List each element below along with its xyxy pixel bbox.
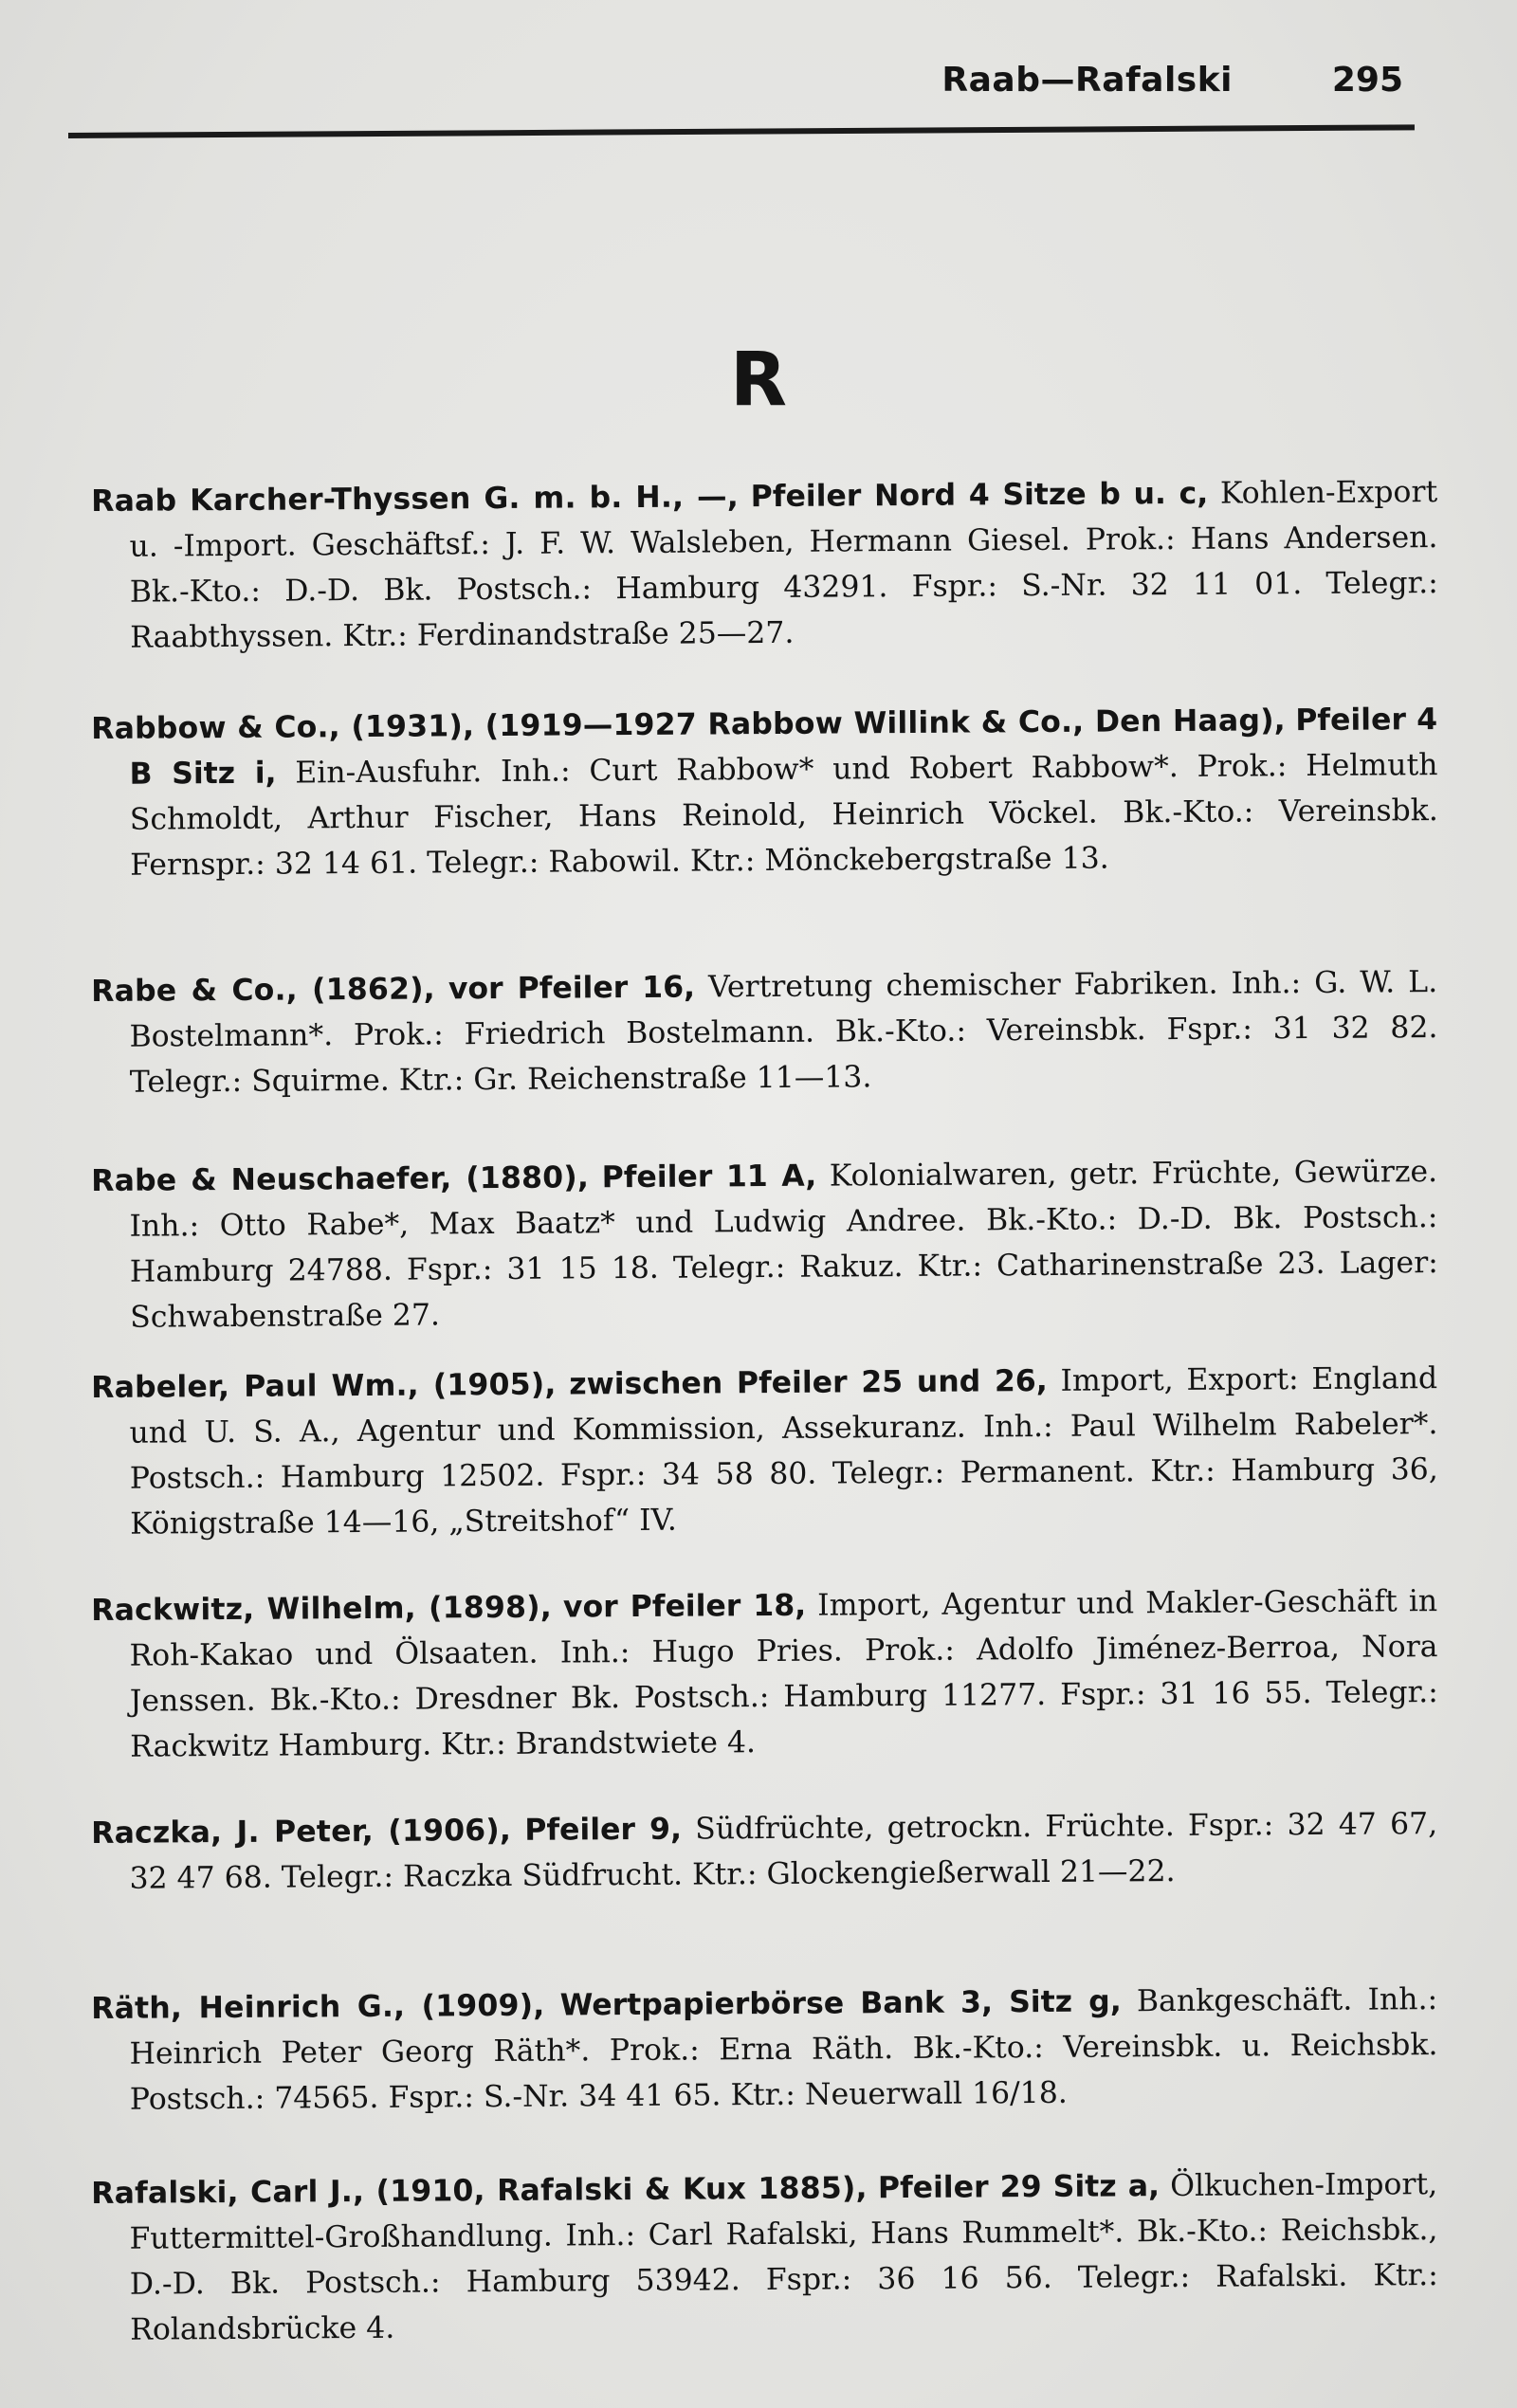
entry-pier: Pfeiler 11 A, — [601, 1158, 817, 1195]
entry-text: Kolonialwaren, getr. Früchte, Gewürze. Inh.: Otto Rabe*, Max Baatz* und Ludwig Andree. Bk.-Kto.: D.-D. Bk. Postsch.: Hamburg 24788. Fspr.: 31 15 18. Telegr.: Rakuz. Ktr.: Catharinenstraße 23. Lager: Schwabenstraße 27. — [129, 1155, 1438, 1335]
entry-rabbow — [91, 697, 1438, 888]
entry-name: Räth, Heinrich G., (1909), — [91, 1988, 545, 2026]
entry-text: Südfrüchte, getrockn. Früchte. Fspr.: 32 47 67, 32 47 68. Telegr.: Raczka Südfrucht. Ktr.: Glockengießerwall 21—22. — [129, 1807, 1438, 1896]
entry-pier: Pfeiler 29 Sitz a, — [877, 2169, 1161, 2206]
entry-name: Rabeler, Paul Wm., (1905), — [91, 1367, 557, 1405]
entry-rackwitz — [91, 1578, 1438, 1770]
entry-rabe-neuschaefer — [91, 1149, 1438, 1341]
section-letter: R — [729, 337, 788, 423]
entry-pier: zwischen Pfeiler 25 und 26, — [569, 1363, 1048, 1402]
header-rule — [68, 124, 1415, 138]
entry-rafalski — [91, 2162, 1438, 2353]
entry-text: Kohlen-Export u. -Import. Geschäftsf.: J. F. W. Walsleben, Hermann Giesel. Prok.: Hans Andersen. Bk.-Kto.: D.-D. Bk. Postsch.: Hamburg 43291. Fspr.: S.-Nr. 32 11 01. Telegr.: Raabthyssen. Ktr.: Ferdinandstraße 25—27. — [129, 475, 1438, 655]
entry-text: Ölkuchen-Import, Futtermittel-Großhandlung. Inh.: Carl Rafalski, Hans Rummelt*. Bk.-Kto.: Reichsbk., D.-D. Bk. Postsch.: Hamburg 53942. Fspr.: 36 16 56. Telegr.: Rafalski. Ktr.: Rolandsbrücke 4. — [129, 2167, 1438, 2347]
entry-text: Import, Agentur und Makler-Geschäft in Roh-Kakao und Ölsaaten. Inh.: Hugo Pries. Prok.: Adolfo Jiménez-Berroa, Nora Jenssen. Bk.-Kto.: Dresdner Bk. Postsch.: Hamburg 11277. Fspr.: 31 16 55. Telegr.: Rackwitz Hamburg. Ktr.: Brandstwiete 4. — [129, 1584, 1438, 1764]
running-head — [76, 55, 1403, 108]
entry-name: Rabe & Co., (1862), — [91, 972, 436, 1009]
entry-name: Raab Karcher-Thyssen G. m. b. H., —, — [91, 480, 740, 519]
entry-text: Ein-Ausfuhr. Inh.: Curt Rabbow* und Robert Rabbow*. Prok.: Helmuth Schmoldt, Arthur Fischer, Hans Reinold, Heinrich Vöckel. Bk.-Kto.: Vereinsbk. Fernspr.: 32 14 61. Telegr.: Rabowil. Ktr.: Mönckebergstraße 13. — [129, 748, 1438, 883]
entry-pier: Pfeiler 9, — [524, 1812, 683, 1848]
entry-name: Rackwitz, Wilhelm, (1898), — [91, 1590, 553, 1628]
entry-pier: Pfeiler Nord 4 Sitze b u. c, — [750, 476, 1209, 515]
entry-text: Vertretung chemischer Fabriken. Inh.: G. W. L. Bostelmann*. Prok.: Friedrich Bostelmann. Bk.-Kto.: Vereinsbk. Fspr.: 31 32 82. Telegr.: Squirme. Ktr.: Gr. Reichenstraße 11—13. — [129, 965, 1438, 1100]
entry-name: Rabe & Neuschaefer, (1880), — [91, 1160, 590, 1198]
running-head-title: Raab—Rafalski — [941, 61, 1233, 100]
entry-text: Import, Export: England und U. S. A., Agentur und Kommission, Assekuranz. Inh.: Paul Wilhelm Rabeler*. Postsch.: Hamburg 12502. Fspr.: 34 58 80. Telegr.: Permanent. Ktr.: Hamburg 36, Königstraße 14—16, „Streitshof“ IV. — [129, 1361, 1438, 1541]
entry-text: Bankgeschäft. Inh.: Heinrich Peter Georg Räth*. Prok.: Erna Räth. Bk.-Kto.: Vereinsbk. u. Reichsbk. Postsch.: 74565. Fspr.: S.-Nr. 34 41 65. Ktr.: Neuerwall 16/18. — [129, 1982, 1438, 2117]
entry-raczka — [91, 1801, 1438, 1902]
page-number: 295 — [1331, 61, 1403, 100]
entry-rabeler — [91, 1356, 1438, 1547]
entry-pier: Pfeiler 4 B Sitz i, — [129, 702, 1438, 792]
entry-name: Rabbow & Co., (1931), (1919—1927 Rabbow Willink & Co., Den Haag), — [91, 703, 1287, 746]
entry-name: Raczka, J. Peter, (1906), — [91, 1813, 512, 1851]
entry-pier: vor Pfeiler 16, — [448, 970, 696, 1007]
entry-pier: Wertpapierbörse Bank 3, Sitz g, — [559, 1984, 1122, 2023]
entry-pier: vor Pfeiler 18, — [562, 1588, 807, 1625]
entry-rabe-co — [91, 959, 1438, 1105]
entry-raeth — [91, 1977, 1438, 2123]
entry-raab-karcher-thyssen — [91, 469, 1438, 661]
entry-name: Rafalski, Carl J., (1910, Rafalski & Kux 1885), — [91, 2171, 868, 2211]
